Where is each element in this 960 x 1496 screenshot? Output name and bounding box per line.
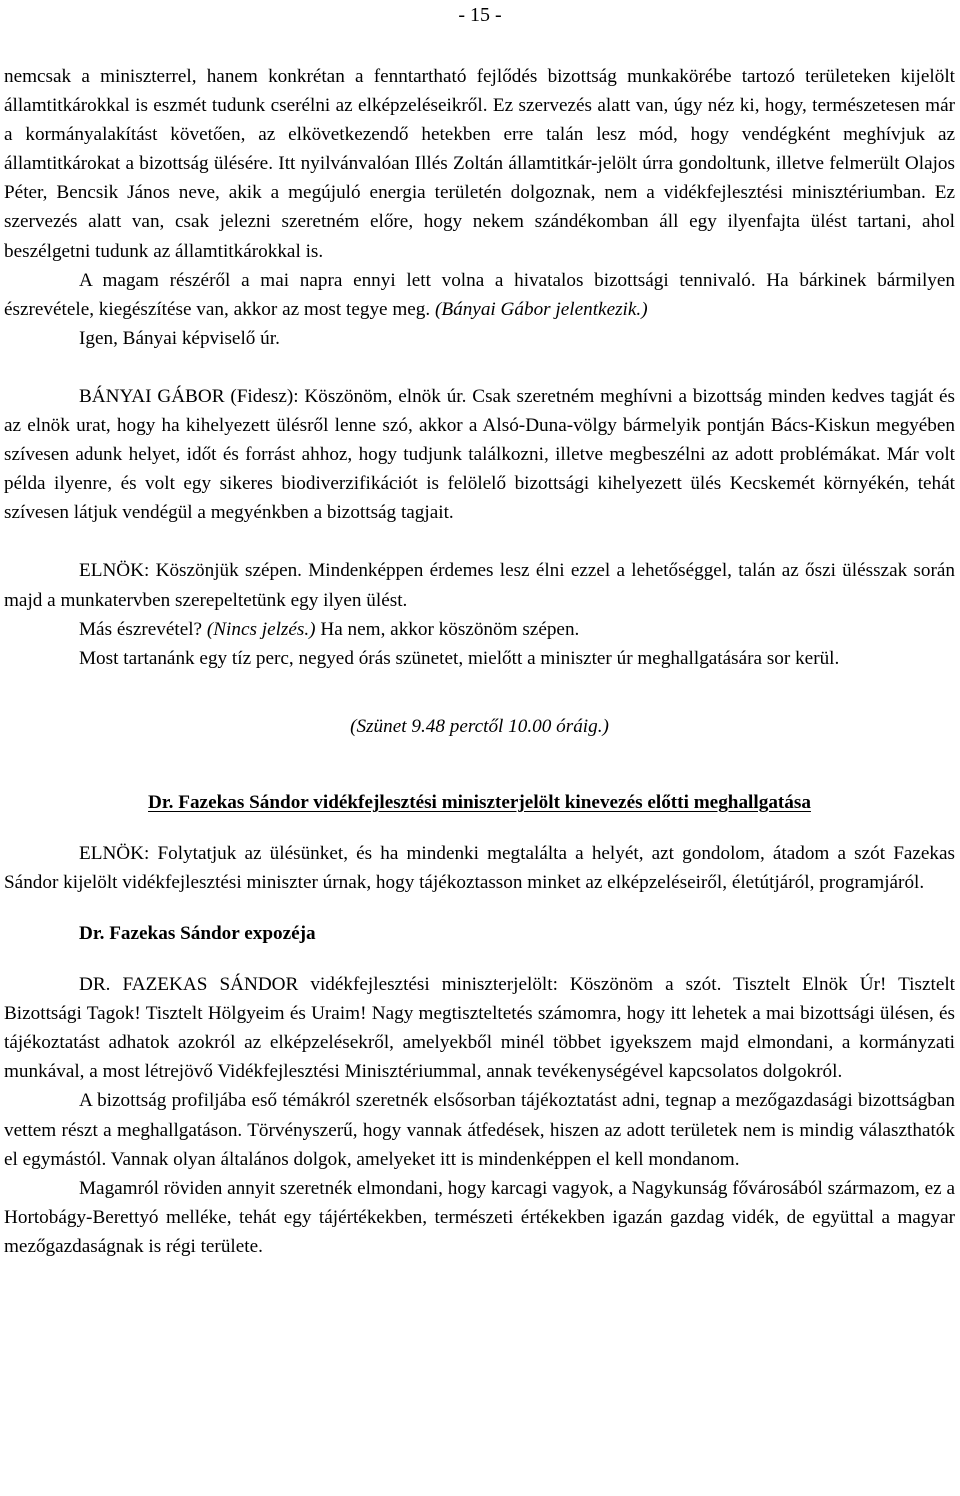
document-body: [4, 62, 955, 1261]
paragraph-banyai: BÁNYAI GÁBOR (Fidesz): Köszönöm, elnök úr. Csak szeretném meghívni a bizottság minden kedves tagját és az elnök urat, hogy ha kihelyezett ülésről lenne szó, akkor a Alsó-Duna-völgy bármelyik pontján Bács-Kiskun megyében szívesen adunk helyet, időt és forrást ahhoz, hogy tudjunk találkozni, illetve megbeszélni az adott problémákat. Már volt példa ilyenre, és volt egy sikeres biodiverzifikációt is felölelő bizottsági kihelyezett ülés Kecskemét környékén, tehát szívesen látjuk vendégül a megyénkben a bizottság tagjait.: [4, 385, 955, 524]
paragraph-fazekas-3: Magamról röviden annyit szeretnék elmondani, hogy karcagi vagyok, a Nagykunság fővárosából származom, ez a Hortobágy-Berettyó melléke, tehát egy tájértékekben, természeti értékekben igazán gazdag vidék, de együttal a magyar mezőgazdaságnak is régi területe.: [4, 1177, 955, 1257]
paragraph-6: [4, 615, 955, 644]
paragraph-3: Igen, Bányai képviselő úr.: [79, 327, 280, 349]
paragraph-6-after: Ha nem, akkor köszönöm szépen.: [320, 618, 580, 640]
section-heading: Dr. Fazekas Sándor vidékfejlesztési miniszterjelölt kinevezés előtti meghallgatása: [148, 791, 811, 813]
paragraph-1: nemcsak a miniszterrel, hanem konkrétan a fenntartható fejlődés bizottság munkakörébe tartozó területeken kijelölt államtitkárokkal is eszmét tudunk cserélni az elképzeléseikről. Ez szervezés alatt van, úgy néz ki, hogy, természetesen már a kormányalakítást követően, az elkövetkezendő hetekben erre talán lesz mód, hogy vendégként meghívjuk az államtitkárokat a bizottság ülésére. Itt nyilvánvalóan Illés Zoltán államtitkár-jelölt úrra gondoltunk, illetve felmerült Olajos Péter, Bencsik János neve, akik a megújuló energia területén dolgoznak, nem a vidékfejlesztési minisztériumban. Ez szervezés alatt van, csak jelezni szeretném előre, hogy nekem szándékomban áll egy ilyenfajta ülést tartani, ahol beszélgetni tudunk az államtitkárokkal is.: [4, 66, 955, 262]
subheading: Dr. Fazekas Sándor expozéja: [79, 923, 316, 945]
break-note: [4, 712, 955, 741]
page-number: - 15 -: [458, 4, 502, 26]
paragraph-6-before: Más észrevétel?: [79, 618, 203, 640]
paragraph-2-text: A magam részéről a mai napra ennyi lett volna a hivatalos bizottsági tennivaló. Ha bárkinek bármilyen észrevétele, kiegészítése van, akkor az most tegye meg.: [4, 269, 955, 320]
paragraph-2-italic-note: (Bányai Gábor jelentkezik.): [435, 298, 648, 320]
paragraph-6-italic-note: (Nincs jelzés.): [206, 618, 316, 640]
break-note-text: (Szünet 9.48 perctől 10.00 óráig.): [350, 715, 609, 737]
paragraph-fazekas-1: DR. FAZEKAS SÁNDOR vidékfejlesztési miniszterjelölt: Köszönöm a szót. Tisztelt Elnök Úr! Tisztelt Bizottsági Tagok! Tisztelt Hölgyeim és Uraim! Nagy megtiszteltetés számomra, hogy itt lehetek a mai bizottsági ülésen, és tájékoztatást adhatok azokról az elképzelésekről, amelyekből minél többet igyekszem majd elmondani, a kormányzati munkával, a most létrejövő Vidékfejlesztési Minisztériummal, annak tevékenységével kapcsolatos dolgokról.: [4, 974, 955, 1083]
paragraph-7: Most tartanánk egy tíz perc, negyed órás szünetet, mielőtt a miniszter úr meghallgatására sor kerül.: [79, 647, 840, 669]
paragraph-2: [4, 266, 955, 324]
paragraph-fazekas-2: A bizottság profiljába eső témákról szeretnék elsősorban tájékoztatást adni, tegnap a mezőgazdasági bizottságban vettem részt a meghallgatáson. Törvényszerű, hogy vannak átfedések, hiszen az adott területek nem is mindig választhatók el egymástól. Vannak olyan általános dolgok, amelyeket itt is mindenképpen el kell mondanom.: [4, 1090, 955, 1170]
paragraph-elnok-2: ELNÖK: Folytatjuk az ülésünket, és ha mindenki megtalálta a helyét, azt gondolom, átadom a szót Fazekas Sándor kijelölt vidékfejlesztési miniszter úrnak, hogy tájékoztasson minket az elképzeléseiről, életútjáról, programjáról.: [4, 842, 955, 893]
paragraph-elnok-1: ELNÖK: Köszönjük szépen. Mindenképpen érdemes lesz élni ezzel a lehetőséggel, talán az őszi ülésszak során majd a munkatervben szerepeltetünk egy ilyen ülést.: [4, 560, 955, 611]
